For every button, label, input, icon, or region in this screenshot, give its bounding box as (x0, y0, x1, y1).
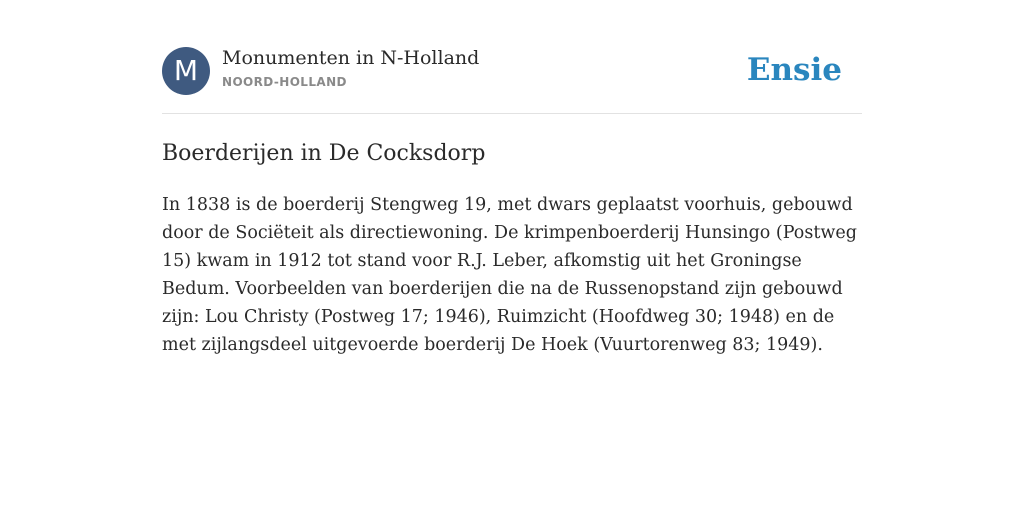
source-title[interactable]: Monumenten in N-Holland (222, 47, 480, 69)
brand-logo[interactable]: Ensie (746, 52, 842, 88)
header (162, 46, 862, 114)
avatar[interactable]: M (162, 47, 210, 95)
page-container (162, 46, 862, 359)
article-body: In 1838 is de boerderij Stengweg 19, met dwars geplaatst voorhuis, gebouwd door de Sociëteit als directiewoning. De krimpenboerderij Hunsingo (Postweg 15) kwam in 1912 tot stand voor R.J. Leber, afkomstig uit het Groningse Bedum. Voorbeelden van boerderijen die na de Russenopstand zijn gebouwd zijn: Lou Christy (Postweg 17; 1946), Ruimzicht (Hoofdweg 30; 1948) en de met zijlangsdeel uitgevoerde boerderij De Hoek (Vuurtorenweg 83; 1949). (162, 195, 857, 355)
article-title: Boerderijen in De Cocksdorp (162, 141, 486, 166)
source-subtitle: NOORD-HOLLAND (222, 75, 347, 89)
